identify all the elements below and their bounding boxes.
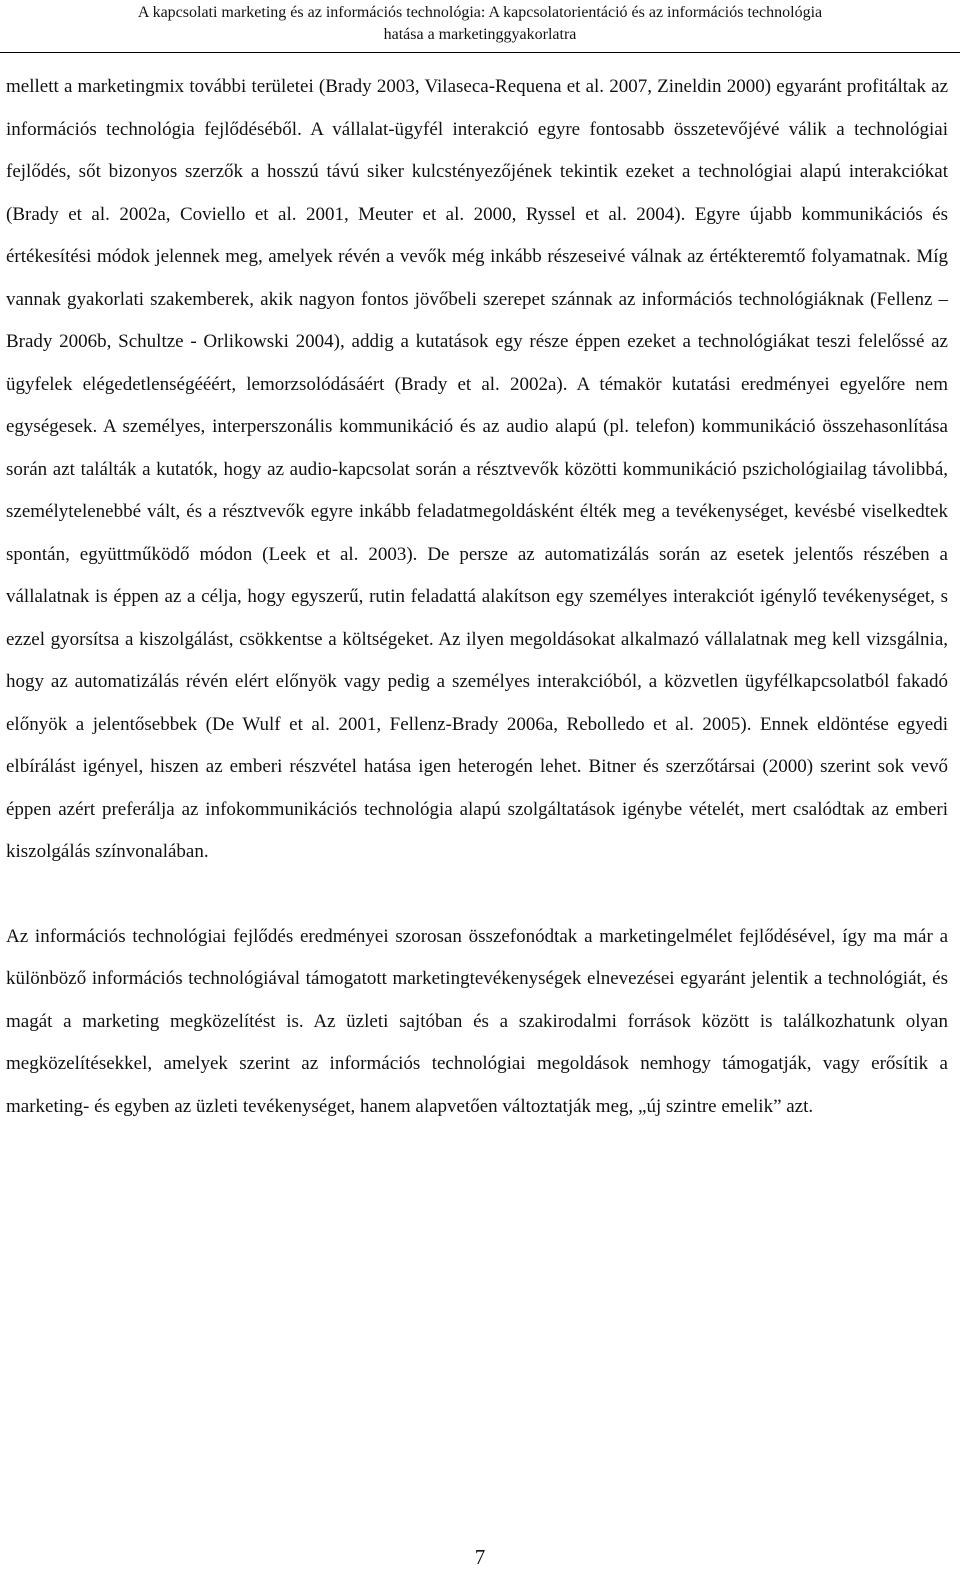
running-header: [0, 0, 960, 46]
page-number: 7: [474, 1545, 486, 1569]
header-divider: [0, 52, 960, 53]
paragraph: Az információs technológiai fejlődés eredményei szorosan összefonódtak a marketingelmélet fejlődésével, így ma már a különböző információs technológiával támogatott marketingtevékenységek elnevezései egyaránt jelentik a technológiát, és magát a marketing megközelítést is. Az üzleti sajtóban és a szakirodalmi források között is találkozhatunk olyan megközelítésekkel, amelyek szerint az információs technológiai megoldások nemhogy támogatják, vagy erősítik a marketing- és egyben az üzleti tevékenységet, hanem alapvetően változtatják meg, „új szintre emelik” azt.: [6, 925, 948, 1117]
running-header-line-1: A kapcsolati marketing és az információs technológia: A kapcsolatorientáció és az információs technológia: [137, 4, 823, 21]
paragraph: mellett a marketingmix további területei (Brady 2003, Vilaseca-Requena et al. 2007, Zineldin 2000) egyaránt profitáltak az információs technológia fejlődéséből. A vállalat-ügyfél interakció egyre fontosabb összetevőjévé válik a technológiai fejlődés, sőt bizonyos szerzők a hosszú távú siker kulcstényezőjének tekintik ezeket a technológiai alapú interakciókat (Brady et al. 2002a, Coviello et al. 2001, Meuter et al. 2000, Ryssel et al. 2004). Egyre újabb kommunikációs és értékesítési módok jelennek meg, amelyek révén a vevők még inkább részeseivé válnak az értékteremtő folyamatnak. Míg vannak gyakorlati szakemberek, akik nagyon fontos jövőbeli szerepet szánnak az információs technológiáknak (Fellenz – Brady 2006b, Schultze - Orlikowski 2004), addig a kutatások egy része éppen ezeket a technológiákat teszi felelőssé az ügyfelek elégedetlenségééért, lemorzsolódásáért (Brady et al. 2002a). A témakör kutatási eredményei egyelőre nem egységesek. A személyes, interperszonális kommunikáció és az audio alapú (pl. telefon) kommunikáció összehasonlítása során azt találták a kutatók, hogy az audio-kapcsolat során a résztvevők közötti kommunikáció pszichológiailag távolibbá, személytelenebbé vált, és a résztvevők egyre inkább feladatmegoldásként élték meg a tevékenységet, kevésbé viselkedtek spontán, együttműködő módon (Leek et al. 2003). De persze az automatizálás során az esetek jelentős részében a vállalatnak is éppen az a célja, hogy egyszerű, rutin feladattá alakítson egy személyes interakciót igénylő tevékenységet, s ezzel gyorsítsa a kiszolgálást, csökkentse a költségeket. Az ilyen megoldásokat alkalmazó vállalatnak meg kell vizsgálnia, hogy az automatizálás révén elért előnyök vagy pedig a személyes interakcióból, a közvetlen ügyfélkapcsolatból fakadó előnyök a jelentősebbek (De Wulf et al. 2001, Fellenz-Brady 2006a, Rebolledo et al. 2005). Ennek eldöntése egyedi elbírálást igényel, hiszen az emberi részvétel hatása igen heterogén lehet. Bitner és szerzőtársai (2000) szerint sok vevő éppen azért preferálja az infokommunikációs technológia alapú szolgáltatások igénybe vételét, mert csalódtak az emberi kiszolgálás színvonalában.: [6, 76, 948, 862]
main-text: [6, 66, 948, 1128]
running-header-line-2: hatása a marketinggyakorlatra: [383, 26, 577, 43]
